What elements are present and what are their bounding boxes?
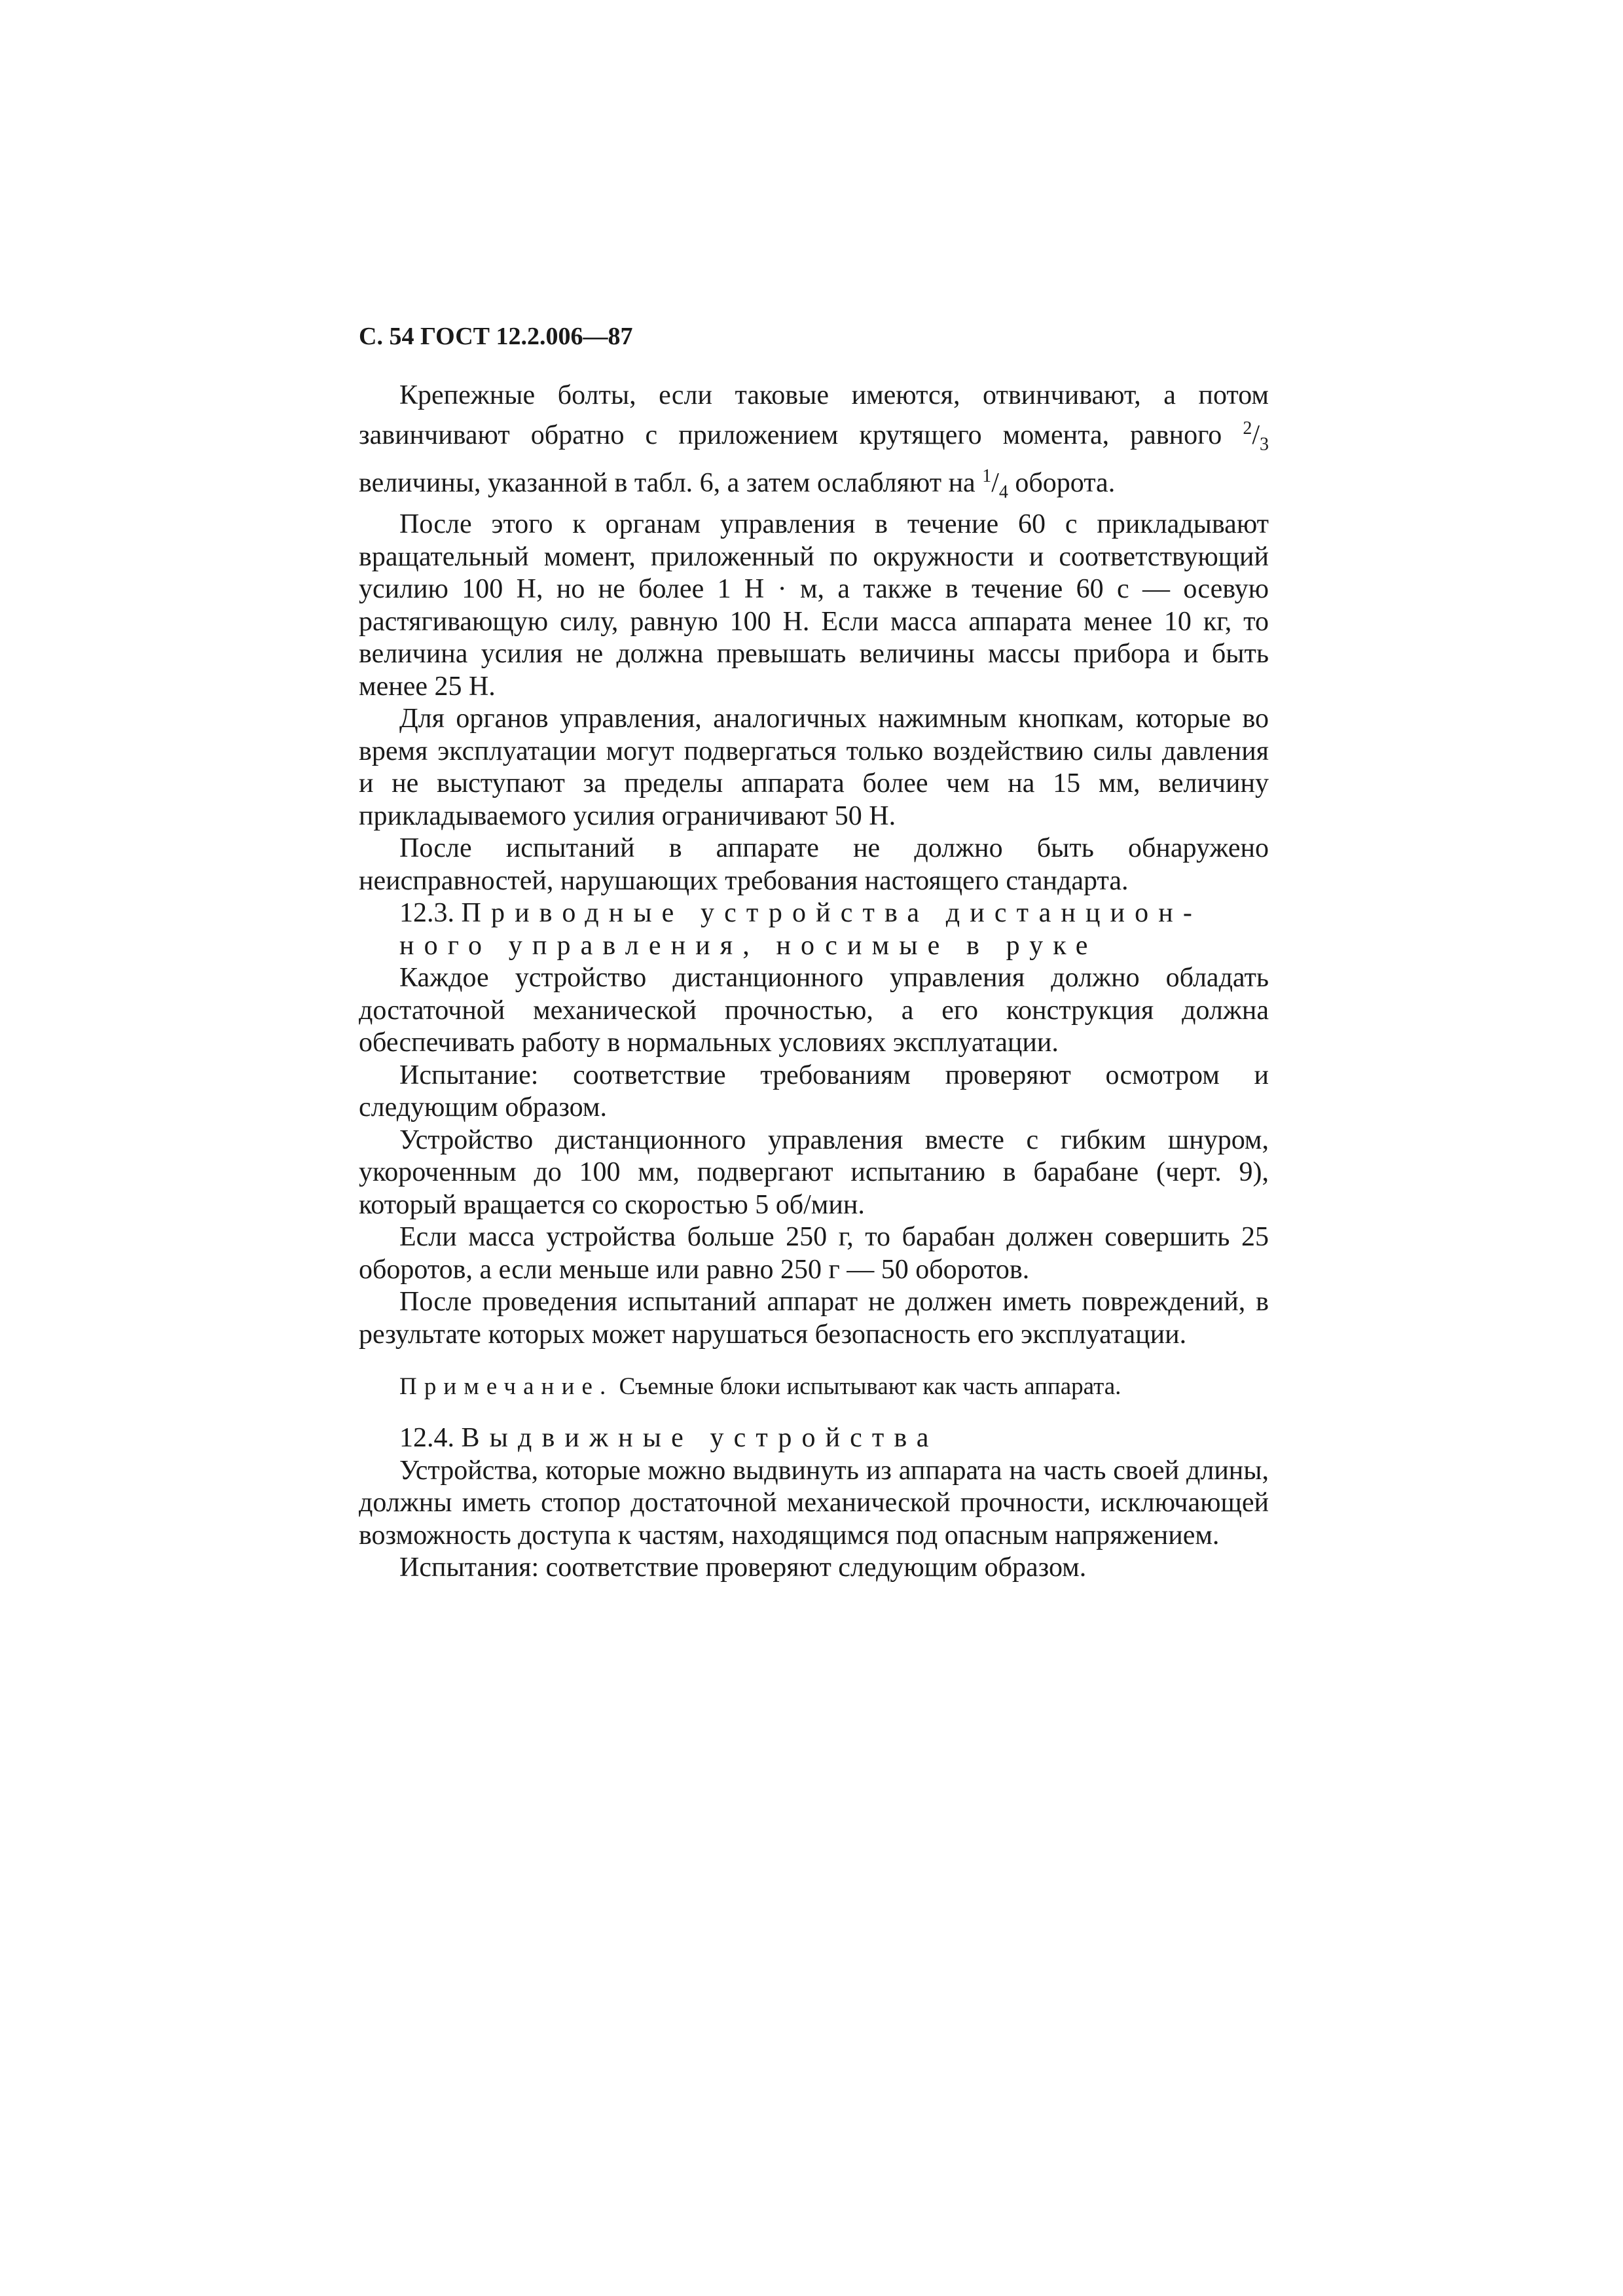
paragraph-revolutions: Если масса устройства больше 250 г, то барабан должен совершить 25 оборотов, а если меньше или равно 250 г — 50 оборотов. [359, 1222, 1269, 1285]
paragraph-after-tests: После испытаний в аппарате не должно быть обнаружено неисправностей, нарушающих требования настоящего стандарта. [359, 833, 1269, 896]
paragraph-bolts-part2: величины, указанной в табл. 6, а затем ослабляют на [359, 468, 983, 499]
fraction-one-quarter-numerator: 1 [982, 466, 992, 487]
section-12-3-title-line2: ного управления, носимые в руке [399, 930, 1098, 961]
fraction-one-quarter-denominator: 4 [998, 482, 1008, 503]
section-12-3-heading-cont [359, 930, 1269, 963]
paragraph-remote-strength: Каждое устройство дистанционного управления должно обладать достаточной механической прочностью, а его конструкция должна обеспечивать работу в нормальных условиях эксплуатации. [359, 963, 1269, 1058]
body-text [359, 380, 1269, 1585]
paragraph-drum-test: Устройство дистанционного управления вместе с гибким шнуром, укороченным до 100 мм, подвергают испытанию в барабане (черт. 9), который вращается со скоростью 5 об/мин. [359, 1124, 1269, 1220]
section-12-3-number: 12.3. [399, 898, 454, 929]
paragraph-tests-check: Испытания: соответствие проверяют следующим образом. [399, 1552, 1087, 1583]
paragraph-push-buttons: Для органов управления, аналогичных нажимным кнопкам, которые во время эксплуатации могут подвергаться только воздействию силы давления и не выступают за пределы аппарата более чем на 15 мм, величину прикладываемого усилия ограничивают 50 Н. [359, 704, 1269, 831]
page-header: С. 54 ГОСТ 12.2.006—87 [359, 323, 633, 350]
fraction-two-thirds-denominator: 3 [1260, 433, 1269, 454]
section-12-4-title: Выдвижные устройства [461, 1423, 939, 1454]
document-page [359, 319, 1269, 1585]
section-12-3-title-line1: Приводные устройства дистанцион- [461, 898, 1202, 929]
section-12-3-heading [359, 897, 1269, 930]
note [359, 1371, 1269, 1403]
section-12-4-heading [359, 1422, 1269, 1455]
paragraph-bolts-part1: Крепежные болты, если таковые имеются, отвинчивают, а потом завинчивают обратно с приложением крутящего момента, равного [359, 380, 1269, 450]
paragraph-no-damage: После проведения испытаний аппарат не должен иметь повреждений, в результате которых может нарушаться безопасность его эксплуатации. [359, 1287, 1269, 1350]
note-text: Съемные блоки испытывают как часть аппарата. [613, 1373, 1122, 1401]
paragraph-torque: После этого к органам управления в течение 60 с прикладывают вращательный момент, приложенный по окружности и соответствующий усилию 100 Н, но не более 1 Н · м, а также в течение 60 с — осевую растягивающую силу, равную 100 Н. Если масса аппарата менее 10 кг, то величина усилия не должна превышать величины массы прибора и быть менее 25 Н. [359, 509, 1269, 702]
paragraph-bolts-part3: оборота. [1008, 468, 1116, 499]
section-12-4-number: 12.4. [399, 1423, 454, 1454]
paragraph-test-inspection: Испытание: соответствие требованиям проверяют осмотром и следующим образом. [359, 1060, 1269, 1123]
paragraph-stopper: Устройства, которые можно выдвинуть из аппарата на часть своей длины, должны иметь стопор достаточной механической прочности, исключающей возможность доступа к частям, находящимся под опасным напряжением. [359, 1455, 1269, 1551]
paragraph-bolts: Крепежные болты, если таковые имеются, отвинчивают, а потом завинчивают обратно с приложением крутящего момента, равного $^2/_3$ величины, указанной в табл. 6, а затем ослабляют на $^1/_4$ оборота. [359, 380, 1269, 503]
fraction-two-thirds-numerator: 2 [1243, 418, 1252, 439]
note-label: Примечание. [399, 1373, 613, 1401]
